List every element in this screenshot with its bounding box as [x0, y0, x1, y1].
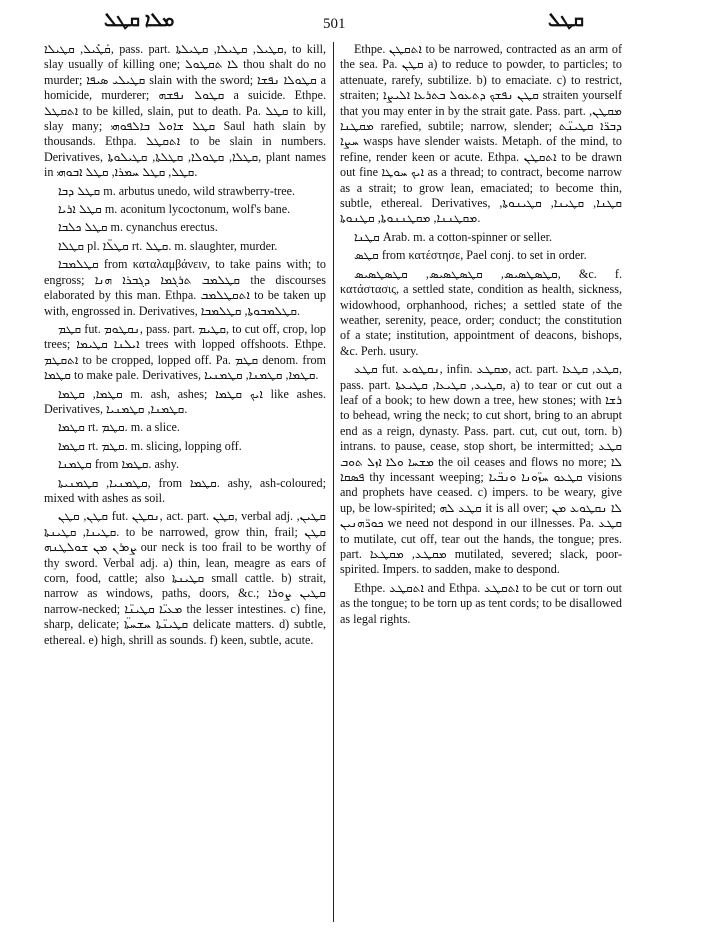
entry: ܩܛܠ ܟܠܒܐ m. cynanchus erectus. — [58, 220, 218, 235]
left-column — [44, 42, 326, 930]
header-right-word: ܩܛܠ — [548, 10, 584, 31]
page-header — [0, 8, 704, 38]
entry: ܩܛܡܐ rt. ܩܛܡ. m. slicing, lopping off. — [58, 438, 242, 453]
entry: ܩܛܠ ܐܪܝܐ m. aconitum lycoctonum, wolf's bane. — [58, 202, 291, 217]
right-column — [340, 42, 622, 930]
entry: ܩܛܡ fut. ܢܩܛܘܡ, pass. part. ܩܛܝܡ, to cut off, crop, lop trees; ܐܝܠܢܐ ܩܛܝܡܐ trees with lopped offshoots. Ethpe. ܐܬܩܛܡ to be cropped, lopped off. Pa. ܩܛܡ denom. from ܩܛܡܐ to make pale. Derivatives, ܩܛܡܐ, ܩܛܡܢܐ, ܩܛܡܢܝܐ. — [44, 321, 326, 383]
entry: ܩܛܢܐ Arab. m. a cotton-spinner or seller. — [354, 229, 553, 244]
entry: ܩܛܥ fut. ܢܩܛܘܥ, infin. ܡܩܛܥ, act. part. ܩܛܥ, ܩܛܥܐ, pass. part. ܩܛܝܥ, ܩܛܝܥܐ, ܩܛܝܥܬܐ, a) to tear or cut out a leaf of a book; to hew down a tree, hew stones; with ܪܫܐ to behead, wring the neck; to cut short, bring to an abrupt end as a reign, dynasty. Pass. part. cut, cut out, torn. b) intrans. to pause, cease, stop short, be intermitted; ܩܛܥ ܡܫܚܐ ܘܠܐ ܐܙܠ ܬܘܒ the oil ceases and flows no more; ܠܐ ܦܣܩܐ thy incessant weeping; ܩܛܥܘ ܚܙ̈ܘܢܐ ܘܢܒ̈ܝܐ visions and prophets have ceased. c) impers. to be weary, give up, be low-spirited; ܩܛܥ ܠܗ it is all over; ܠܐ ܢܩܛܘܥ ܡܢ ܟܘܪ̈ܗܢܝܢ we need not despond in our illnesses. Pa. ܩܛܥ to mutilate, cut off, tear out the hands, the tongue; pres. part. ܡܩܛܥ, ܡܩܛܥܐ mutilated, severed; slack, poor-spirited. Impers. to sadden, make to despond. — [340, 362, 622, 577]
entry: ܩܛܡܢܝܐ, ܩܛܡܢܝܬܐ, from ܩܛܡܐ. ashy, ash-coloured; mixed with ashes as soil. — [44, 475, 326, 505]
entry: ܩܛܣ from κατέστησε, Pael conj. to set in order. — [354, 248, 587, 263]
entry: ܩܛܡܐ, ܩܛܡܐ m. ash, ashes; ܐܝܟ ܩܛܡܐ like ashes. Derivatives, ܩܛܡܢܐ, ܩܛܡܢܝܐ. — [44, 386, 326, 416]
entry: ܩܛܡܢܐ from ܩܛܡܐ. ashy. — [58, 457, 179, 472]
entry: ܩܛܣܛܣܝܣ, ܩܛܣܛܣܝܣ, ܩܛܣܛܣܝܣ, &c. f. κατάστασις, a settled state, condition as health, sickness, widowhood, orphanhood, riches; a settled state of the weather, serenity, peace, order; conduct; the constitution of a state; institution, appointment of deacons, bishops, &c. Perh. usury. — [340, 266, 622, 358]
entry: ܩܛܢ, ܩܛܢ fut. ܢܩܛܢ, act. part. ܩܛܢ, verbal adj. ܩܛܝܢ, ܩܛܝܢܐ, ܩܛܝܢܬܐ. to be narrowed, grow thin, frail; ܩܛܢ ܨܘܪܢ ܡܢ ܫܘܠܛܢܗ our neck is too frail to be worthy of thy sword. Verbal adj. a) thin, lean, meagre as ears of corn, food, cattle; also ܩܛܝܢܬܐ small cattle. b) strait, narrow as windows, paths, doors, &c.; ܩܛܝܢ ܨܘܪܐ narrow-necked; ܡܥܝ̈ܐ ܩܛܝܢ̈ܐ the lesser intestines. c) fine, sharp, delicate; ܩܛܝܢ̈ܬܐ ܚܫܚܬ̈ܐ delicate matters. d) subtle, ethereal. e) high, shrill as sounds. f) keen, subtle, acute. — [44, 509, 326, 647]
entry: ܩܰܛܺܝܠ, ܩܛܝܠܐ, pass. part. ܩܛܝܠ, ܩܛܝܠܐ, ܩܛܝܠܬܐ, to kill, slay usually of killing one; ܠܐ ܬܩܛܘܠ thou shalt do no murder; ܩܛܝܠܝ ܣܝܦܐ slain with the sword; ܩܛܘܠܐ ܢܦܫܐ a homicide, murderer; ܩܛܘܠ ܢܦܫܗ a suicide. Ethpe. ܐܬܩܛܠ to be killed, slain, put to death. Pa. ܩܛܠ to kill, slay many; ܩܛܠ ܫܐܘܠ ܒܐܠܦܘܗܝ Saul hath slain by thousands. Ethpa. ܐܬܩܛܠ to be slain in numbers. Derivatives, ܩܛܠܐ, ܩܛܘܠܐ, ܩܛܠܬܐ, ܩܛܝܠܘܬܐ, plant names in ܩܛܠ, ܩܛܠ ܚܡܪܐ, ܩܛܠ ܐܒܘܗܝ. — [44, 42, 326, 180]
entry: Ethpe. ܐܬܩܛܥ and Ethpa. ܐܬܩܛܥ to be cut or torn out as the tongue; to be torn up as tent cords; to be disallowed as legal rights. — [340, 580, 622, 626]
entry: ܩܛܠ ܕܒܐ m. arbutus unedo, wild strawberry-tree. — [58, 183, 296, 198]
header-left-word: ܡܠܐ ܩܛܠ — [104, 10, 175, 31]
entry: ܩܛܡܐ rt. ܩܛܡ. m. a slice. — [58, 420, 180, 435]
page-number: 501 — [323, 16, 346, 32]
entry: ܩܛܠܡܒܐ from καταλαμβάνειν, to take pains with; to engross; ܩܛܠܡܒ ܬܪܓܡܐ ܕܓܒܪܐ ܗܢܐ the discourses elaborated by this man. Ethpa. ܐܬܩܛܠܡܒ to be taken up with, engrossed in. Derivatives, ܩܛܠܡܒܘܬܐ, ܩܛܠܡܒܐ. — [44, 257, 326, 318]
entry: Ethpe. ܐܬܩܛܢ to be narrowed, contracted as an arm of the sea. Pa. ܩܛܢ a) to reduce to powder, to particles; to attenuate, rarefy, subtilize. b) to emaciate. c) to restrict, straiten; ܩܛܢ ܢܦܫܟ ܕܬܥܘܠ ܒܬܪܥܐ ܐܠܝܨܐ straiten yourself that you may enter in by the strait gate. Pass. part. ܡܩܛܢ, ܡܩܛܢܐ rarefied, subtile; narrow, slender; ܕܒܪ̈ܐ ܩܛܝܢ̈ܬ ܚܨܐ wasps have slender waists. Metaph. of the mind, to refine, render keen or acute. Ethpa. ܐܬܩܛܢ to be drawn out fine ܐܝܟ ܚܘܛܐ as a thread; to contract, become narrow as a strait; to grow lean, emaciated; to become thin, subtle, ethereal. Derivatives, ܩܛܢܐ, ܩܛܝܢܐ, ܩܛܝܢܘܬܐ, ܡܩܛܢܢܐ, ܡܩܛܢܢܘܬܐ, ܩܛܢܘܬܐ. — [340, 42, 622, 226]
column-divider — [333, 42, 334, 922]
entry: ܩܛܠܐ pl. ܩܛܠ̈ܐ rt. ܩܛܠ. m. slaughter, murder. — [58, 238, 278, 253]
